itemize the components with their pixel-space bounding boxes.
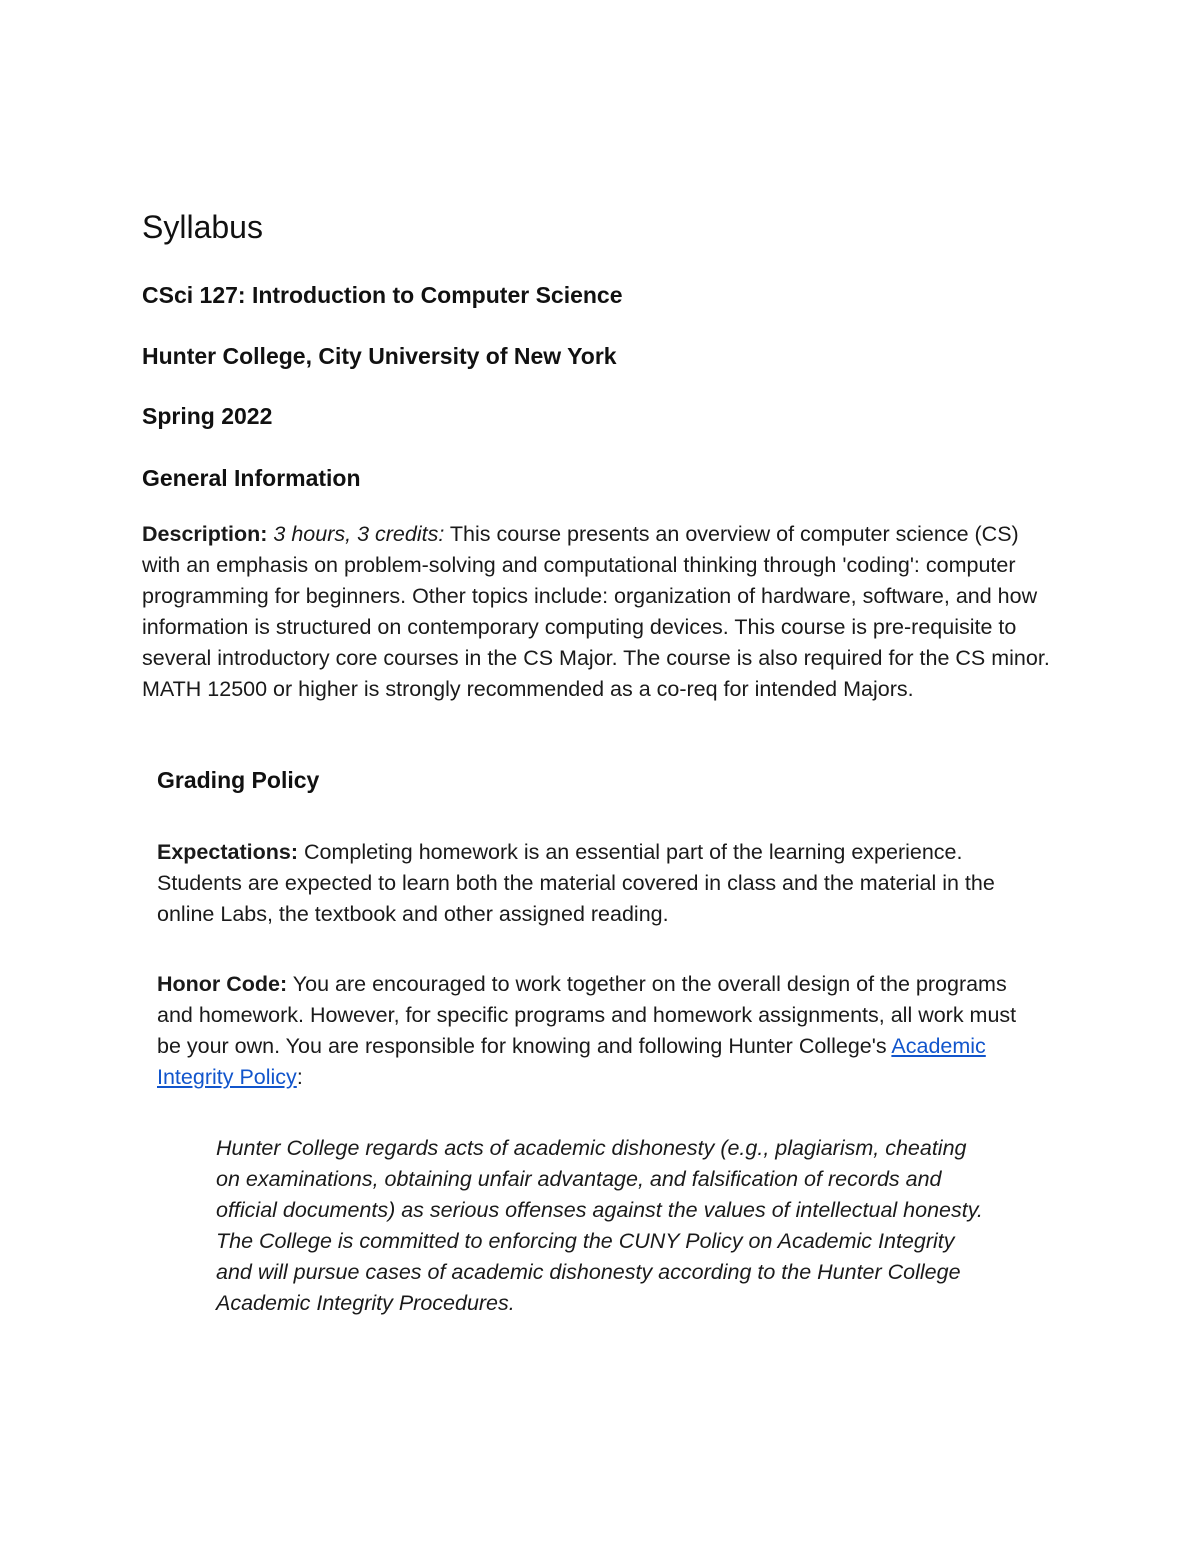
expectations-paragraph — [157, 837, 1047, 930]
description-paragraph — [142, 519, 1057, 705]
integrity-quote: Hunter College regards acts of academic dishonesty (e.g., plagiarism, cheating on examinations, obtaining unfair advantage, and falsification of records and official documents) as serious offenses against the values of intellectual honesty. The College is committed to enforcing the CUNY Policy on Academic Integrity and will pursue cases of academic dishonesty according to the Hunter College Academic Integrity Procedures. — [216, 1136, 983, 1315]
honor-code-text: You are encouraged to work together on the overall design of the programs and homework. However, for specific programs and homework assignments, all work must be your own. You are responsible for knowing and following Hunter College's — [157, 972, 1017, 1058]
general-information-heading: General Information — [142, 465, 361, 491]
honor-code-paragraph — [157, 969, 1017, 1093]
honor-code-colon: : — [296, 1065, 303, 1089]
description-label: Description: — [142, 522, 268, 546]
expectations-label: Expectations: — [157, 840, 298, 864]
honor-code-label: Honor Code: — [157, 972, 288, 996]
course-title: CSci 127: Introduction to Computer Science — [142, 282, 623, 308]
grading-policy-heading: Grading Policy — [157, 767, 320, 793]
term: Spring 2022 — [142, 403, 273, 429]
college-name: Hunter College, City University of New York — [142, 343, 617, 369]
academic-integrity-policy-link[interactable]: Academic Integrity Policy — [157, 1034, 986, 1089]
expectations-text: Completing homework is an essential part of the learning experience. Students are expected to learn both the material covered in class and the material in the online Labs, the textbook and other assigned reading. — [157, 840, 995, 926]
page-title: Syllabus — [142, 209, 263, 245]
description-text: This course presents an overview of computer science (CS) with an emphasis on problem-solving and computational thinking through 'coding': computer programming for beginners. Other topics include: organization of hardware, software, and how information is structured on contemporary computing devices. This course is pre-requisite to several introductory core courses in the CS Major. The course is also required for the CS minor. MATH 12500 or higher is strongly recommended as a co-req for intended Majors. — [142, 522, 1050, 701]
description-meta: 3 hours, 3 credits: — [273, 522, 445, 546]
